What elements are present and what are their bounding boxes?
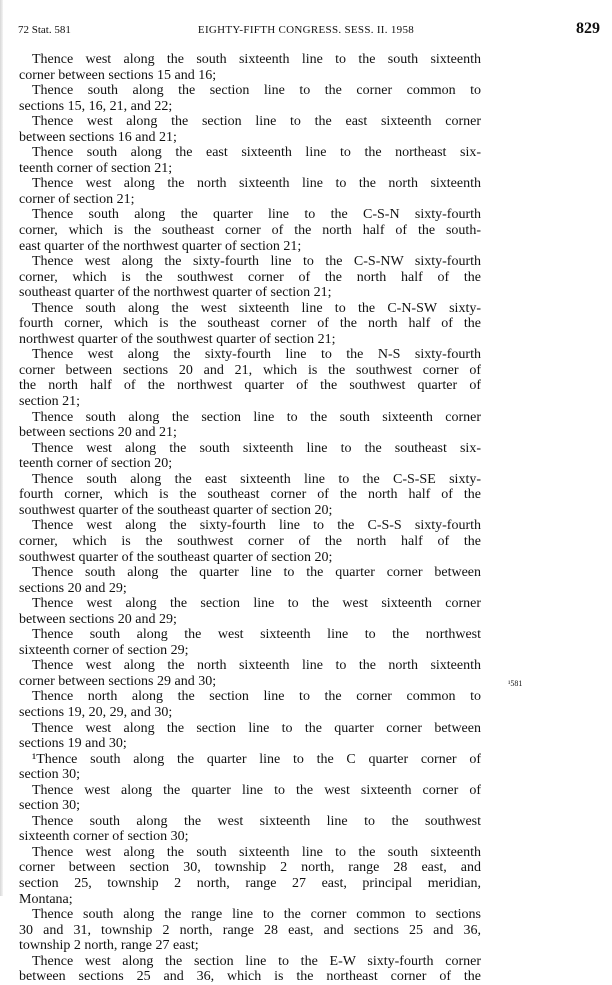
text-line: between sections 16 and 21; (19, 129, 177, 145)
text-line: sixteenth corner of section 30; (19, 829, 189, 845)
text-line: Thence south along the section line to the corner common to (32, 83, 481, 99)
text-line: southwest quarter of the southeast quarter of section 20; (19, 502, 333, 518)
text-line: section 21; (19, 394, 81, 410)
text-line: Thence south along the range line to the corner common to sections (32, 907, 481, 923)
text-line: Thence west along the quarter line to the west sixteenth corner of (32, 782, 481, 798)
text-line: between sections 20 and 21; (19, 425, 177, 441)
page-number: 829 (576, 20, 600, 37)
text-line: fourth corner, which is the southeast corner of the north half of the (19, 487, 481, 503)
text-line: 30 and 31, township 2 north, range 28 east, and sections 25 and 36, (19, 922, 481, 938)
text-line: Thence west along the south sixteenth line to the south sixteenth (32, 844, 481, 860)
text-line: corner, which is the southeast corner of the north half of the south- (19, 223, 481, 239)
text-line: section 25, township 2 north, range 27 east, principal meridian, (19, 875, 481, 891)
text-line: township 2 north, range 27 east; (19, 938, 199, 954)
text-line: sections 19, 20, 29, and 30; (19, 704, 173, 720)
text-line: corner between section 30, township 2 north, range 28 east, and (19, 860, 481, 876)
text-line: section 30; (19, 767, 81, 783)
text-line: between sections 20 and 29; (19, 611, 177, 627)
text-line: Thence west along the north sixteenth line to the north sixteenth (32, 658, 481, 674)
statute-citation: 72 Stat. 581 (18, 24, 71, 36)
text-line: teenth corner of section 20; (19, 456, 173, 472)
text-line: Thence south along the quarter line to the C-S-N sixty-fourth (32, 207, 481, 223)
text-line: ¹Thence south along the quarter line to the C quarter corner of (32, 751, 481, 767)
text-line: corner between sections 20 and 21, which is the southwest corner of (19, 362, 481, 378)
text-line: Thence west along the section line to the E-W sixty-fourth corner (32, 953, 481, 969)
text-line: fourth corner, which is the southeast corner of the north half of the (19, 316, 481, 332)
text-line: Thence west along the sixty-fourth line to the C-S-NW sixty-fourth (32, 254, 481, 270)
text-line: southwest quarter of the southeast quarter of section 20; (19, 549, 333, 565)
text-line: sections 15, 16, 21, and 22; (19, 98, 173, 114)
text-line: northwest quarter of the southwest quarter of section 21; (19, 331, 336, 347)
page-edge-shadow (0, 0, 3, 896)
text-line: Thence west along the south sixteenth line to the southeast six- (32, 440, 481, 456)
text-line: Thence west along the sixty-fourth line to the N-S sixty-fourth (32, 347, 481, 363)
text-line: Thence south along the west sixteenth line to the C-N-SW sixty- (32, 300, 481, 316)
text-line: between sections 25 and 36, which is the northeast corner of the (19, 969, 481, 985)
text-line: sixteenth corner of section 29; (19, 642, 189, 658)
text-line: southeast quarter of the northwest quarter of section 21; (19, 285, 332, 301)
text-line: Thence south along the west sixteenth line to the northwest (32, 627, 481, 643)
text-line: Thence west along the section line to the west sixteenth corner (32, 596, 481, 612)
text-line: Thence west along the section line to the east sixteenth corner (32, 114, 481, 130)
page-header (0, 0, 612, 48)
text-line: Thence west along the south sixteenth line to the south sixteenth (32, 52, 481, 67)
text-line: corner, which is the southwest corner of the north half of the (19, 269, 481, 285)
text-line: Thence west along the north sixteenth line to the north sixteenth (32, 176, 481, 192)
text-line: Thence west along the section line to the quarter corner between (32, 720, 481, 736)
text-line: Thence north along the section line to the corner common to (32, 689, 481, 705)
text-line: corner, which is the southwest corner of the north half of the (19, 533, 481, 549)
text-line: sections 20 and 29; (19, 580, 127, 596)
text-line: corner between sections 29 and 30; (19, 673, 217, 689)
text-line: Thence south along the section line to the south sixteenth corner (32, 409, 481, 425)
margin-note: ¹581 (508, 679, 523, 688)
text-line: teenth corner of section 21; (19, 160, 173, 176)
text-line: Montana; (19, 891, 73, 907)
text-line: Thence west along the sixty-fourth line to the C-S-S sixty-fourth (32, 518, 481, 534)
running-title: EIGHTY-FIFTH CONGRESS. SESS. II. 1958 (197, 24, 415, 36)
text-line: east quarter of the northwest quarter of section 21; (19, 238, 302, 254)
text-line: Thence south along the quarter line to the quarter corner between (32, 565, 481, 581)
statute-text (19, 52, 481, 985)
text-line: Thence south along the west sixteenth line to the southwest (32, 813, 481, 829)
text-line: Thence south along the east sixteenth line to the C-S-SE sixty- (32, 471, 481, 487)
text-line: corner of section 21; (19, 191, 135, 207)
text-line: sections 19 and 30; (19, 736, 127, 752)
text-line: Thence south along the east sixteenth line to the northeast six- (32, 145, 481, 161)
text-line: section 30; (19, 798, 81, 814)
text-line: the north half of the northwest quarter of the southwest quarter of (19, 378, 481, 394)
text-line: corner between sections 15 and 16; (19, 67, 217, 83)
